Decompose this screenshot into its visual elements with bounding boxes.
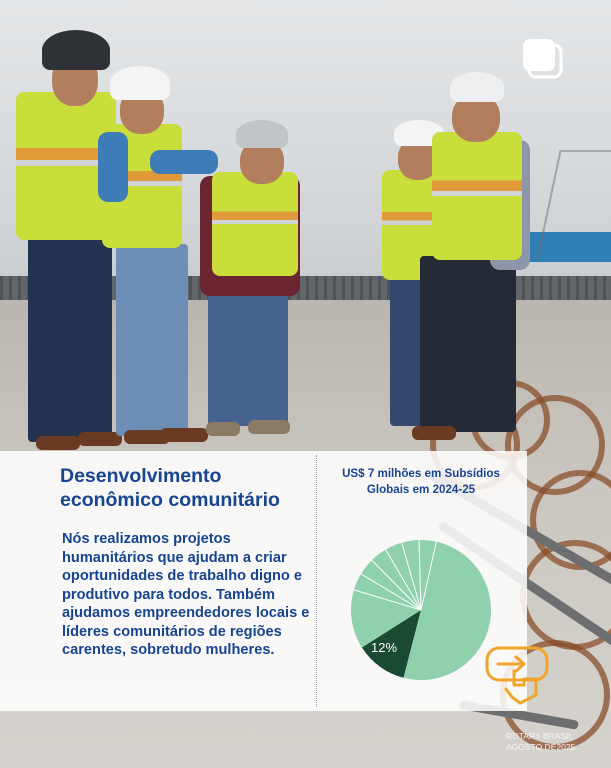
chart-title: US$ 7 milhões em Subsídios Globais em 2024-25 xyxy=(342,467,500,496)
multiple-images-icon xyxy=(521,37,565,81)
credit-line-1: ROTARY BRASIL xyxy=(506,731,574,741)
pie-chart xyxy=(350,539,492,681)
card-divider xyxy=(316,455,317,707)
card-body: Nós realizamos projetos humanitários que ajudam a criar oportunidades de trabalho digno e produtivo para todos. Também ajudamos empreendedores locais e líderes comunitários de regiões carentes, sobretudo mulheres. xyxy=(62,531,310,658)
hand-coin-icon xyxy=(484,645,554,705)
photo-credit xyxy=(506,731,606,753)
card-title: Desenvolvimento econômico comunitário xyxy=(60,465,280,511)
pie-slice-label: 12% xyxy=(371,640,398,655)
credit-line-2: AGOSTO DE2025 xyxy=(506,742,576,752)
